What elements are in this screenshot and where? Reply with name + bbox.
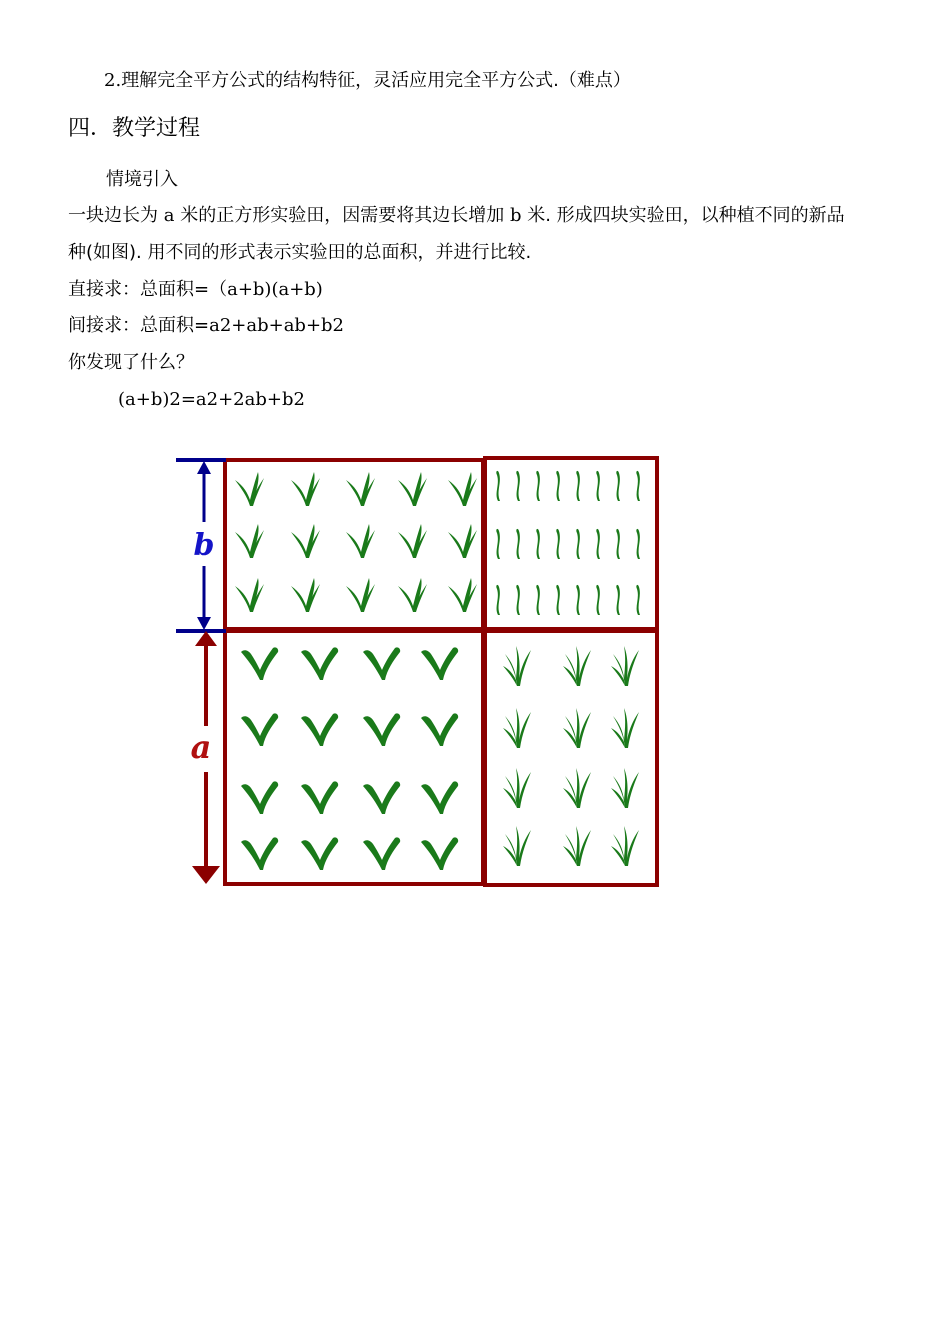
- plant-icon: [421, 647, 458, 680]
- plant-icon: [556, 471, 560, 501]
- plant-icon: [301, 781, 338, 814]
- plant-icon: [421, 781, 458, 814]
- plant-icon: [235, 578, 264, 612]
- plant-icon: [398, 578, 427, 612]
- indirect-area-label: 间接求：总面积=: [68, 315, 210, 336]
- plant-icon: [563, 708, 591, 748]
- plant-icon: [563, 826, 591, 866]
- plant-icon: [241, 781, 278, 814]
- plant-icon: [448, 472, 477, 506]
- plant-icon: [636, 529, 640, 559]
- plant-icon: [636, 471, 640, 501]
- plant-icon: [563, 646, 591, 686]
- plant-icon: [556, 585, 560, 615]
- plant-grid-a-squared: [241, 647, 458, 870]
- plot-top-right: [485, 458, 657, 629]
- section-heading: 四．教学过程: [68, 116, 201, 141]
- plant-icon: [616, 585, 620, 615]
- plant-icon: [363, 713, 400, 746]
- plant-icon: [496, 529, 500, 559]
- plant-icon: [596, 529, 600, 559]
- b-arrowhead-up: [197, 461, 211, 474]
- plant-icon: [301, 713, 338, 746]
- direct-area-label: 直接求：总面积=: [68, 279, 210, 300]
- plant-icon: [363, 781, 400, 814]
- result-formula: (a+b)2=a2+2ab+b2: [118, 389, 305, 410]
- plant-icon: [503, 646, 531, 686]
- plant-icon: [346, 472, 375, 506]
- plant-icon: [291, 524, 320, 558]
- direct-area-formula: （a+b)(a+b): [209, 279, 323, 300]
- plant-icon: [576, 529, 580, 559]
- question: 你发现了什么？: [68, 352, 194, 373]
- label-b: b: [193, 528, 215, 563]
- objective-number: 2.: [104, 70, 122, 91]
- plant-icon: [516, 471, 520, 501]
- intro-text-1b: 米的正方形实验田，因需要将其边长增加: [180, 205, 505, 226]
- plant-icon: [536, 529, 540, 559]
- plant-grid-a-by-b: [503, 646, 639, 866]
- indirect-area-formula: a2+ab+ab+b2: [209, 315, 345, 336]
- plant-icon: [596, 585, 600, 615]
- plant-icon: [235, 472, 264, 506]
- plant-icon: [536, 585, 540, 615]
- plant-icon: [503, 826, 531, 866]
- plant-icon: [398, 524, 427, 558]
- intro-text-1a: 一块边长为: [68, 205, 158, 226]
- plant-icon: [301, 837, 338, 870]
- plant-icon: [235, 524, 264, 558]
- plant-icon: [616, 529, 620, 559]
- plant-icon: [301, 647, 338, 680]
- plant-icon: [611, 646, 639, 686]
- label-a: a: [190, 728, 212, 766]
- a-arrowhead-up: [195, 631, 217, 646]
- plant-icon: [496, 585, 500, 615]
- plant-icon: [241, 837, 278, 870]
- plant-icon: [596, 471, 600, 501]
- plant-icon: [363, 837, 400, 870]
- intro-text-1c: 米. 形成四块实验田，以种植不同的新品: [527, 205, 845, 226]
- plant-icon: [563, 768, 591, 808]
- plant-icon: [363, 647, 400, 680]
- plant-icon: [241, 713, 278, 746]
- plant-icon: [516, 529, 520, 559]
- plant-icon: [503, 768, 531, 808]
- objective-text: 理解完全平方公式的结构特征，灵活应用完全平方公式.（难点）: [121, 70, 631, 91]
- plant-grid-b-by-a: [235, 472, 477, 612]
- plant-icon: [516, 585, 520, 615]
- plant-icon: [536, 471, 540, 501]
- plant-icon: [636, 585, 640, 615]
- subheading: 情境引入: [106, 169, 178, 190]
- plant-icon: [421, 837, 458, 870]
- plant-icon: [291, 578, 320, 612]
- plant-icon: [576, 471, 580, 501]
- plant-icon: [421, 713, 458, 746]
- plant-icon: [616, 471, 620, 501]
- plot-top-left: [225, 460, 483, 629]
- plant-icon: [448, 578, 477, 612]
- plant-icon: [611, 768, 639, 808]
- plant-grid-b-squared: [496, 471, 640, 615]
- plant-icon: [611, 826, 639, 866]
- plant-icon: [503, 708, 531, 748]
- variable-b: b: [509, 205, 522, 226]
- plant-icon: [611, 708, 639, 748]
- plant-icon: [241, 647, 278, 680]
- plant-icon: [398, 472, 427, 506]
- plant-icon: [496, 471, 500, 501]
- intro-line-2: 种(如图). 用不同的形式表示实验田的总面积，并进行比较.: [68, 242, 532, 263]
- plant-icon: [346, 524, 375, 558]
- b-arrowhead-down: [197, 617, 211, 630]
- plant-icon: [576, 585, 580, 615]
- a-arrowhead-down: [192, 866, 220, 884]
- variable-a: a: [163, 205, 175, 226]
- plant-icon: [291, 472, 320, 506]
- plant-icon: [346, 578, 375, 612]
- plant-icon: [448, 524, 477, 558]
- plant-icon: [556, 529, 560, 559]
